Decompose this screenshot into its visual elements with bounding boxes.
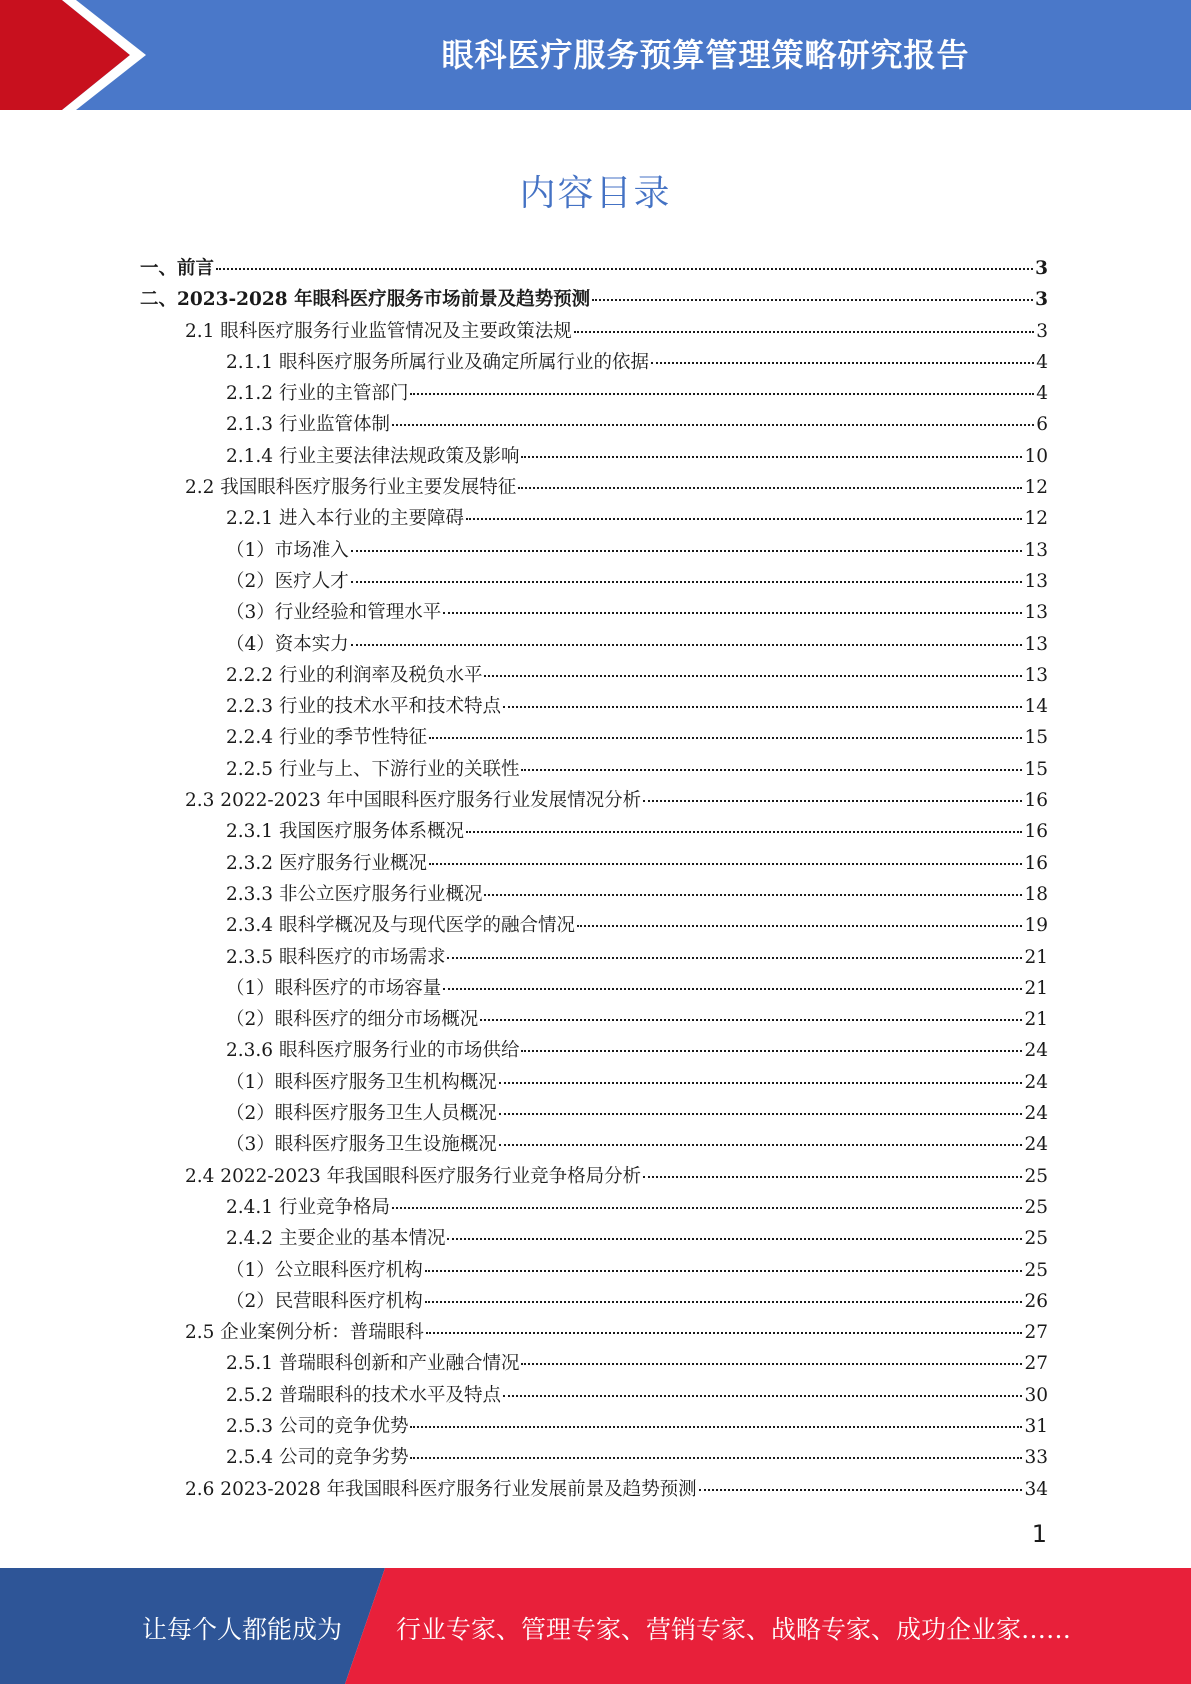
toc-entry-page: 26	[1024, 1290, 1048, 1312]
toc-entry-page: 24	[1024, 1134, 1048, 1156]
toc-entry-page: 13	[1024, 633, 1048, 655]
toc-entry-page: 10	[1024, 445, 1048, 467]
toc-entry-label: 2.2.4 行业的季节性特征	[226, 727, 427, 749]
toc-entry-page: 25	[1024, 1165, 1048, 1187]
toc-entry[interactable]	[140, 849, 1048, 880]
toc-entry-page: 24	[1024, 1040, 1048, 1062]
toc-entry-page: 16	[1024, 821, 1048, 843]
toc-dot-leader	[521, 1049, 1022, 1052]
toc-entry-label: （2）医疗人才	[226, 570, 349, 592]
toc-entry-page: 4	[1036, 383, 1048, 405]
toc-entry-label: （2）眼科医疗服务卫生人员概况	[226, 1103, 497, 1125]
toc-entry[interactable]	[140, 880, 1048, 911]
toc-entry-page: 25	[1024, 1259, 1048, 1281]
toc-dot-leader	[392, 1206, 1022, 1209]
toc-entry[interactable]	[140, 1475, 1048, 1506]
footer-slogan-left: 让每个人都能成为	[142, 1615, 343, 1644]
toc-entry[interactable]	[140, 1224, 1048, 1255]
toc-entry-label: 2.5.3 公司的竞争优势	[226, 1415, 409, 1437]
toc-entry-label: 一、前言	[140, 258, 215, 279]
toc-dot-leader	[521, 455, 1022, 458]
toc-entry-page: 21	[1024, 977, 1048, 999]
toc-entry[interactable]	[140, 1412, 1048, 1443]
toc-entry-page: 33	[1024, 1447, 1048, 1469]
toc-entry-page: 12	[1024, 477, 1048, 499]
toc-entry-page: 31	[1024, 1415, 1048, 1437]
toc-entry-label: 2.5 企业案例分析：普瑞眼科	[185, 1322, 424, 1344]
toc-entry-label: 2.4.1 行业竞争格局	[226, 1196, 390, 1218]
toc-entry[interactable]	[140, 786, 1048, 817]
toc-entry-label: （1）眼科医疗服务卫生机构概况	[226, 1071, 497, 1093]
report-title: 眼科医疗服务预算管理策略研究报告	[441, 36, 970, 74]
toc-entry[interactable]	[140, 755, 1048, 786]
toc-dot-leader	[499, 1112, 1023, 1115]
toc-dot-leader	[699, 1488, 1023, 1491]
toc-dot-leader	[351, 580, 1023, 583]
toc-entry-label: 2.3 2022-2023 年中国眼科医疗服务行业发展情况分析	[185, 790, 642, 812]
toc-entry-label: 2.2.3 行业的技术水平和技术特点	[226, 696, 501, 718]
toc-entry-page: 13	[1024, 602, 1048, 624]
toc-dot-leader	[392, 423, 1034, 426]
toc-entry-label: （2）民营眼科医疗机构	[226, 1290, 423, 1312]
toc-entry-page: 13	[1024, 664, 1048, 686]
toc-dot-leader	[643, 1175, 1022, 1178]
toc-dot-leader	[216, 267, 1033, 270]
toc-dot-leader	[521, 768, 1022, 771]
toc-entry-page: 30	[1024, 1384, 1048, 1406]
toc-dot-leader	[466, 830, 1022, 833]
toc-entry[interactable]	[140, 598, 1048, 629]
toc-entry[interactable]	[140, 254, 1048, 285]
toc-entry[interactable]	[140, 504, 1048, 535]
toc-entry-page: 24	[1024, 1103, 1048, 1125]
toc-entry-page: 25	[1024, 1196, 1048, 1218]
toc-entry[interactable]	[140, 1162, 1048, 1193]
toc-entry-page: 14	[1024, 696, 1048, 718]
footer-slogan-right: 行业专家、管理专家、营销专家、战略专家、成功企业家……	[396, 1615, 1072, 1644]
toc-entry[interactable]	[140, 943, 1048, 974]
toc-entry[interactable]	[140, 974, 1048, 1005]
toc-dot-leader	[521, 1362, 1022, 1365]
toc-dot-leader	[443, 987, 1022, 990]
toc-entry[interactable]	[140, 1068, 1048, 1099]
toc-dot-leader	[499, 1081, 1023, 1084]
toc-dot-leader	[447, 956, 1022, 959]
toc-dot-leader	[503, 705, 1022, 708]
toc-dot-leader	[592, 298, 1033, 301]
toc-entry[interactable]	[140, 1256, 1048, 1287]
toc-entry-label: 二、2023-2028 年眼科医疗服务市场前景及趋势预测	[140, 289, 591, 311]
toc-entry-label: （1）公立眼科医疗机构	[226, 1259, 423, 1281]
toc-entry[interactable]	[140, 1318, 1048, 1349]
toc-entry[interactable]	[140, 285, 1048, 316]
toc-entry-label: 2.2.2 行业的利润率及税负水平	[226, 664, 483, 686]
header-arrow-decoration	[0, 0, 160, 110]
toc-entry[interactable]	[140, 567, 1048, 598]
toc-entry-page: 19	[1024, 915, 1048, 937]
toc-entry-page: 16	[1024, 852, 1048, 874]
toc-entry-label: 2.1.2 行业的主管部门	[226, 383, 409, 405]
toc-entry-label: 2.5.2 普瑞眼科的技术水平及特点	[226, 1384, 501, 1406]
table-of-contents	[140, 254, 1048, 1506]
toc-entry-page: 3	[1035, 258, 1048, 279]
toc-entry-label: 2.3.6 眼科医疗服务行业的市场供给	[226, 1040, 520, 1062]
toc-entry-label: 2.4.2 主要企业的基本情况	[226, 1228, 446, 1250]
toc-dot-leader	[429, 862, 1022, 865]
toc-entry-label: 2.1.1 眼科医疗服务所属行业及确定所属行业的依据	[226, 351, 649, 373]
toc-entry-page: 3	[1036, 320, 1048, 342]
page-header	[0, 0, 1191, 110]
toc-entry-page: 13	[1024, 539, 1048, 561]
toc-entry[interactable]	[140, 379, 1048, 410]
toc-dot-leader	[410, 1425, 1022, 1428]
page-number: 1	[1031, 1520, 1047, 1548]
toc-entry[interactable]	[140, 1349, 1048, 1380]
toc-entry-label: 2.3.4 眼科学概况及与现代医学的融合情况	[226, 915, 575, 937]
toc-dot-leader	[499, 1143, 1023, 1146]
toc-entry-page: 34	[1024, 1478, 1048, 1500]
toc-entry-label: 2.5.4 公司的竞争劣势	[226, 1447, 409, 1469]
toc-dot-leader	[577, 924, 1022, 927]
toc-dot-leader	[443, 611, 1022, 614]
toc-entry[interactable]	[140, 1099, 1048, 1130]
toc-dot-leader	[518, 486, 1022, 489]
toc-entry[interactable]	[140, 473, 1048, 504]
toc-entry-page: 3	[1035, 289, 1048, 311]
toc-dot-leader	[503, 1394, 1022, 1397]
toc-entry-label: （3）眼科医疗服务卫生设施概况	[226, 1134, 497, 1156]
toc-dot-leader	[480, 1018, 1022, 1021]
toc-dot-leader	[651, 361, 1034, 364]
toc-entry[interactable]	[140, 536, 1048, 567]
toc-entry[interactable]	[140, 630, 1048, 661]
toc-entry-label: （3）行业经验和管理水平	[226, 602, 442, 624]
toc-entry-page: 21	[1024, 946, 1048, 968]
toc-entry-label: 2.2.5 行业与上、下游行业的关联性	[226, 758, 520, 780]
toc-entry[interactable]	[140, 410, 1048, 441]
toc-entry-page: 12	[1024, 508, 1048, 530]
toc-dot-leader	[351, 643, 1023, 646]
toc-entry[interactable]	[140, 1130, 1048, 1161]
page-footer	[0, 1568, 1191, 1684]
toc-entry[interactable]	[140, 317, 1048, 348]
toc-dot-leader	[426, 1331, 1023, 1334]
toc-entry-page: 4	[1036, 351, 1048, 373]
toc-entry-label: （2）眼科医疗的细分市场概况	[226, 1009, 479, 1031]
toc-entry[interactable]	[140, 723, 1048, 754]
toc-entry-page: 25	[1024, 1228, 1048, 1250]
toc-entry-page: 15	[1024, 758, 1048, 780]
toc-entry-label: 2.5.1 普瑞眼科创新和产业融合情况	[226, 1353, 520, 1375]
toc-entry[interactable]	[140, 911, 1048, 942]
toc-entry-label: 2.6 2023-2028 年我国眼科医疗服务行业发展前景及趋势预测	[185, 1478, 697, 1500]
toc-entry-page: 16	[1024, 790, 1048, 812]
toc-entry-label: （1）眼科医疗的市场容量	[226, 977, 442, 999]
toc-dot-leader	[643, 799, 1022, 802]
toc-entry-label: 2.1.3 行业监管体制	[226, 414, 390, 436]
toc-entry[interactable]	[140, 348, 1048, 379]
toc-entry[interactable]	[140, 1287, 1048, 1318]
toc-dot-leader	[429, 736, 1022, 739]
toc-entry-label: 2.4 2022-2023 年我国眼科医疗服务行业竞争格局分析	[185, 1165, 642, 1187]
toc-entry-label: 2.3.1 我国医疗服务体系概况	[226, 821, 464, 843]
toc-entry-label: 2.2.1 进入本行业的主要障碍	[226, 508, 464, 530]
toc-entry-page: 27	[1024, 1353, 1048, 1375]
toc-entry-page: 24	[1024, 1071, 1048, 1093]
toc-entry[interactable]	[140, 442, 1048, 473]
toc-entry-label: 2.2 我国眼科医疗服务行业主要发展特征	[185, 477, 517, 499]
toc-entry[interactable]	[140, 1005, 1048, 1036]
toc-dot-leader	[410, 1456, 1022, 1459]
toc-entry-page: 13	[1024, 570, 1048, 592]
toc-dot-leader	[466, 517, 1022, 520]
toc-dot-leader	[351, 549, 1023, 552]
toc-dot-leader	[410, 392, 1034, 395]
toc-entry-label: 2.3.3 非公立医疗服务行业概况	[226, 883, 483, 905]
toc-heading: 内容目录	[519, 173, 672, 214]
toc-entry[interactable]	[140, 817, 1048, 848]
toc-entry[interactable]	[140, 692, 1048, 723]
toc-entry-page: 21	[1024, 1009, 1048, 1031]
toc-entry[interactable]	[140, 1036, 1048, 1067]
toc-dot-leader	[574, 330, 1034, 333]
toc-entry-page: 27	[1024, 1322, 1048, 1344]
toc-entry-label: 2.3.5 眼科医疗的市场需求	[226, 946, 446, 968]
toc-entry-page: 6	[1036, 414, 1048, 436]
toc-dot-leader	[425, 1300, 1023, 1303]
toc-entry-page: 18	[1024, 883, 1048, 905]
toc-entry-label: （4）资本实力	[226, 633, 349, 655]
toc-entry[interactable]	[140, 1443, 1048, 1474]
toc-entry-label: 2.1.4 行业主要法律法规政策及影响	[226, 445, 520, 467]
toc-dot-leader	[447, 1237, 1022, 1240]
toc-dot-leader	[484, 674, 1022, 677]
toc-entry-page: 15	[1024, 727, 1048, 749]
toc-entry[interactable]	[140, 1193, 1048, 1224]
toc-dot-leader	[484, 893, 1022, 896]
toc-entry[interactable]	[140, 1381, 1048, 1412]
toc-entry-label: 2.3.2 医疗服务行业概况	[226, 852, 427, 874]
toc-dot-leader	[425, 1269, 1023, 1272]
toc-entry[interactable]	[140, 661, 1048, 692]
toc-entry-label: （1）市场准入	[226, 539, 349, 561]
toc-entry-label: 2.1 眼科医疗服务行业监管情况及主要政策法规	[185, 320, 572, 342]
